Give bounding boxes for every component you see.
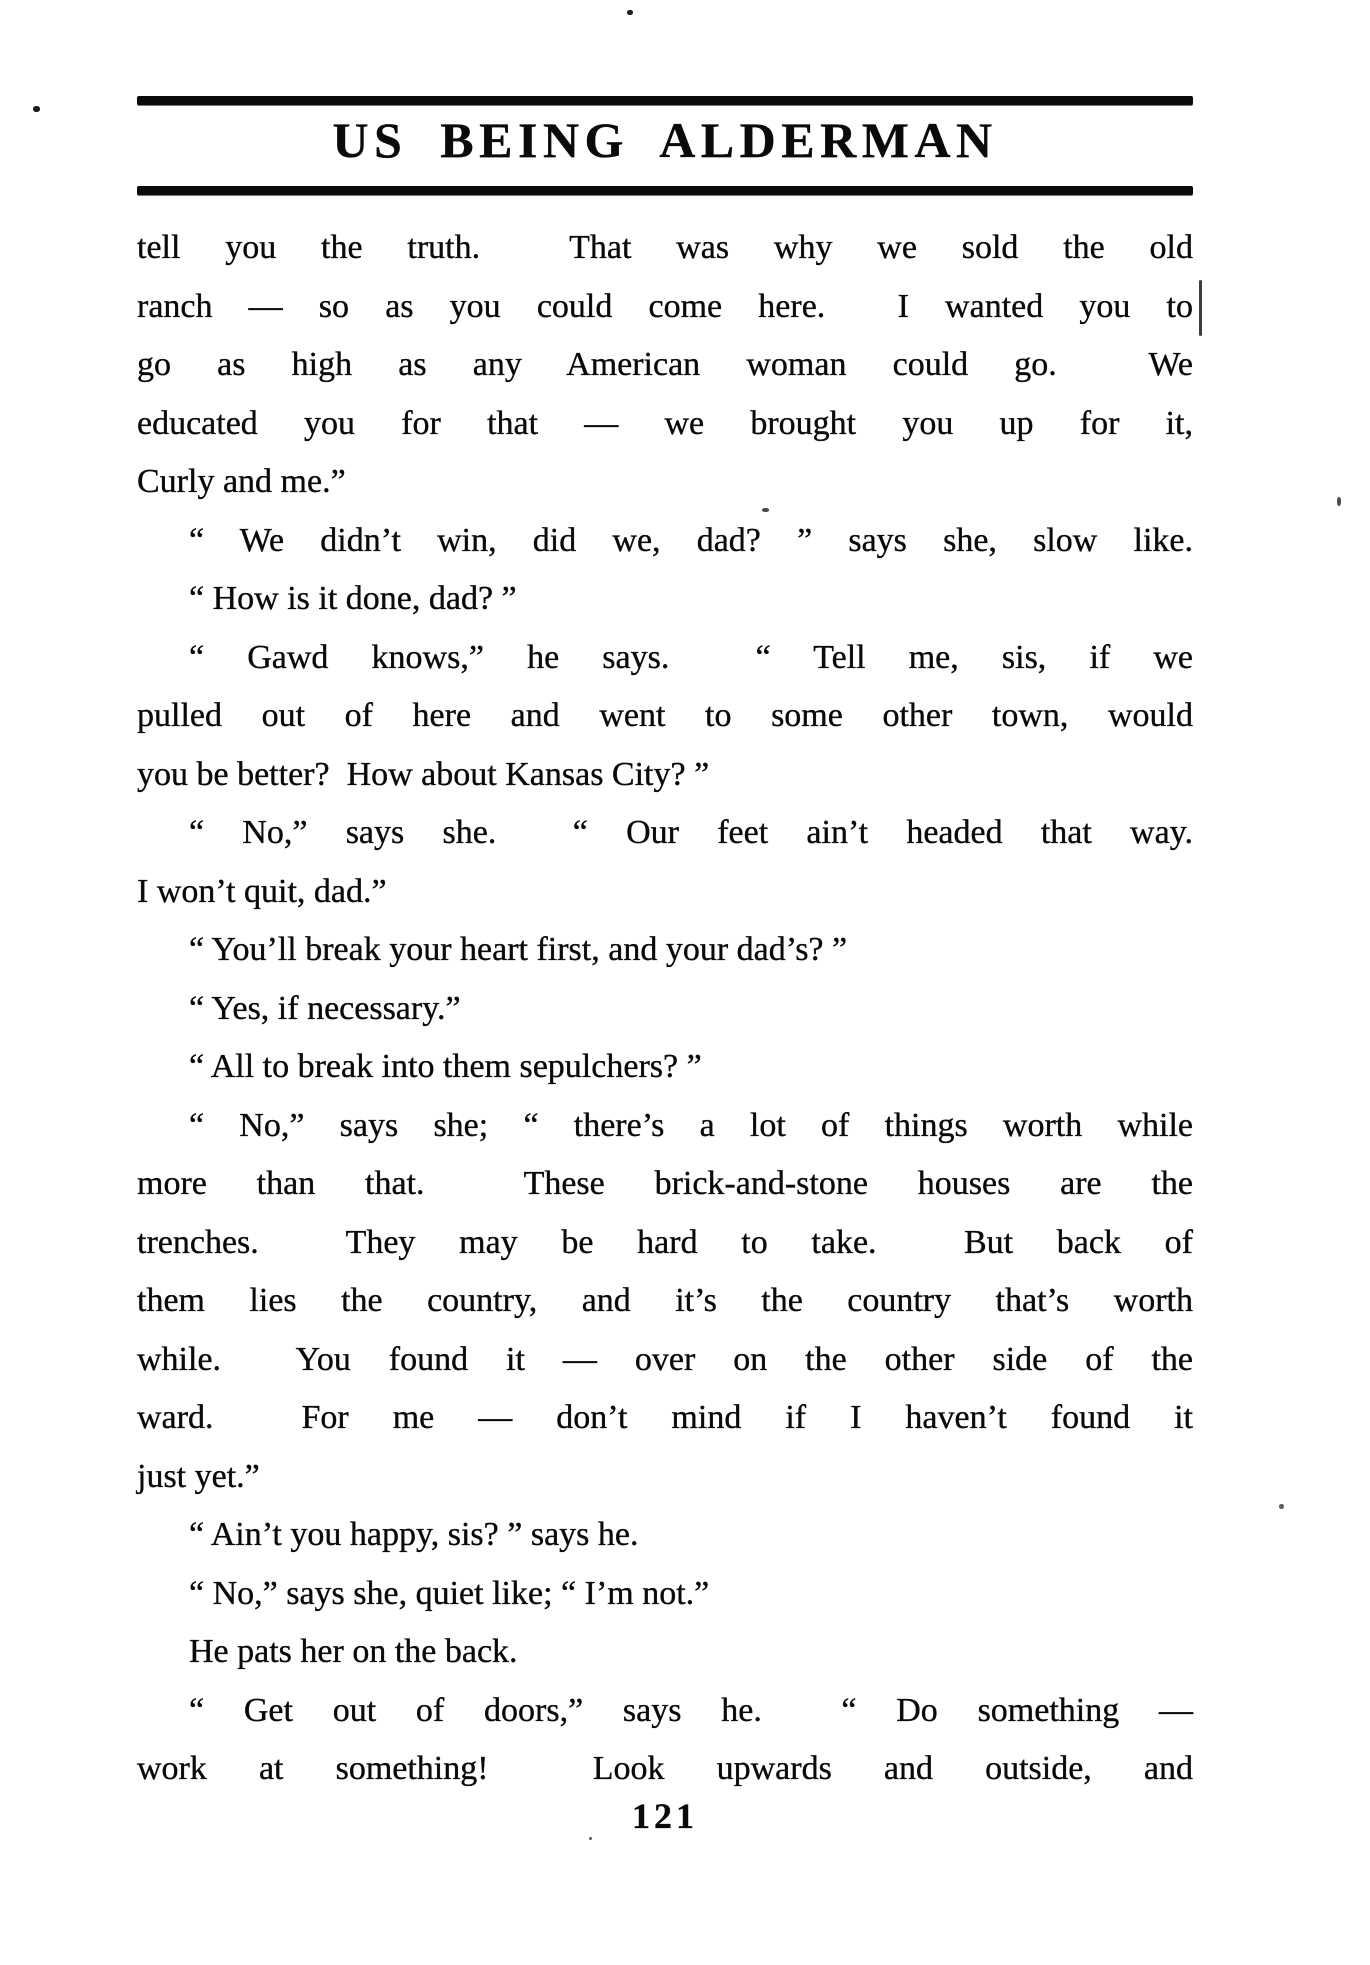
- page-title: US BEING ALDERMAN: [332, 112, 998, 168]
- text-line: “ You’ll break your heart first, and your dad’s? ”: [189, 931, 848, 968]
- text-line: “ All to break into them sepulchers? ”: [189, 1048, 702, 1085]
- scan-speck: [627, 10, 633, 15]
- header-rule-top: [137, 96, 1193, 105]
- text-line: just yet.”: [137, 1457, 260, 1495]
- text-line: “ Ain’t you happy, sis? ” says he.: [189, 1516, 639, 1553]
- page-number: 121: [632, 1796, 698, 1836]
- body-text: [137, 219, 1193, 1799]
- text-line: I won’t quit, dad.”: [137, 872, 387, 910]
- text-line: “ No,” says she. “ Our feet ain’t headed that way.: [189, 814, 1193, 851]
- scan-speck: [1337, 497, 1341, 506]
- text-line: more than that. These brick-and-stone houses are the: [137, 1165, 1193, 1202]
- text-line: Curly and me.”: [137, 463, 346, 500]
- text-line: pulled out of here and went to some other town, would: [137, 697, 1193, 734]
- text-line: “ Yes, if necessary.”: [189, 989, 461, 1027]
- scan-artifact-dash: [1199, 280, 1202, 336]
- text-line: them lies the country, and it’s the country that’s worth: [137, 1282, 1193, 1319]
- text-line: you be better? How about Kansas City? ”: [137, 755, 710, 793]
- text-line: go as high as any American woman could go. We: [137, 346, 1193, 383]
- text-line: “ No,” says she; “ there’s a lot of things worth while: [189, 1106, 1193, 1144]
- text-line: tell you the truth. That was why we sold the old: [137, 229, 1193, 266]
- scan-speck: [589, 1837, 592, 1840]
- text-line: “ No,” says she, quiet like; “ I’m not.”: [189, 1574, 710, 1612]
- text-line: trenches. They may be hard to take. But back of: [137, 1223, 1193, 1261]
- text-line: work at something! Look upwards and outside, and: [137, 1750, 1193, 1787]
- text-line: while. You found it — over on the other side of the: [137, 1340, 1193, 1378]
- scan-speck: [1279, 1504, 1284, 1509]
- text-line: “ Gawd knows,” he says. “ Tell me, sis, if we: [189, 638, 1193, 676]
- text-line: “ We didn’t win, did we, dad? ” says she, slow like.: [189, 521, 1193, 559]
- text-line: ward. For me — don’t mind if I haven’t found it: [137, 1399, 1193, 1436]
- text-line: educated you for that — we brought you up for it,: [137, 404, 1193, 442]
- scan-speck: [33, 106, 40, 112]
- text-line: He pats her on the back.: [189, 1633, 518, 1670]
- header-rule-bottom: [137, 186, 1193, 195]
- scan-speck: [762, 508, 769, 512]
- text-line: “ Get out of doors,” says he. “ Do something —: [189, 1691, 1193, 1729]
- text-line: “ How is it done, dad? ”: [189, 580, 517, 617]
- text-line: ranch — so as you could come here. I wanted you to: [137, 287, 1193, 325]
